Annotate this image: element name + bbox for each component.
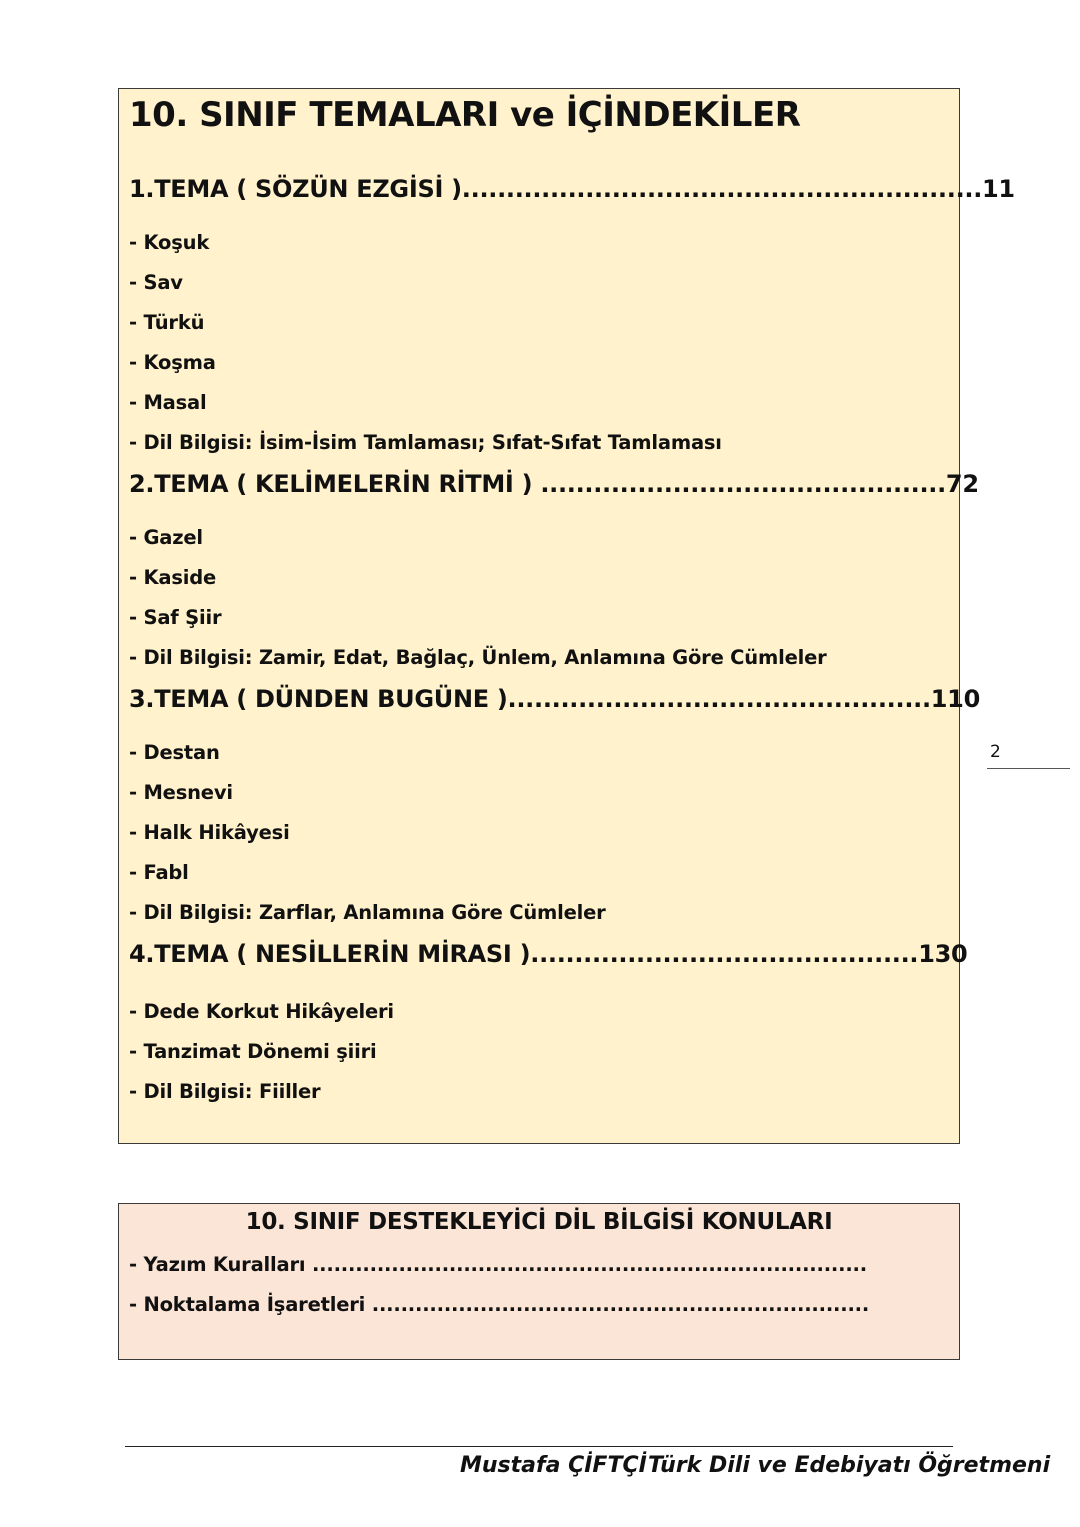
theme-3-heading: 3.TEMA ( DÜNDEN BUGÜNE )................................................110 <box>129 685 980 713</box>
support-title: 10. SINIF DESTEKLEYİCİ DİL BİLGİSİ KONULARI <box>245 1209 833 1235</box>
footer-rule <box>125 1446 953 1447</box>
list-item: - Gazel <box>129 526 203 549</box>
page-number-rule <box>987 768 1070 769</box>
theme-4-heading: 4.TEMA ( NESİLLERİN MİRASI )............................................130 <box>129 940 968 968</box>
list-item: - Dil Bilgisi: Zamir, Edat, Bağlaç, Ünlem, Anlamına Göre Cümleler <box>129 646 827 669</box>
support-item: - Noktalama İşaretleri ..................................................................... <box>129 1293 870 1316</box>
list-item: - Türkü <box>129 311 205 334</box>
support-item: - Yazım Kuralları ............................................................................. <box>129 1253 867 1276</box>
list-item: - Masal <box>129 391 207 414</box>
page-title: 10. SINIF TEMALARI ve İÇİNDEKİLER <box>129 95 801 135</box>
list-item: - Koşuk <box>129 231 210 254</box>
list-item: - Mesnevi <box>129 781 233 804</box>
page-number: 2 <box>990 742 1001 762</box>
contents-box <box>118 88 960 1144</box>
list-item: - Tanzimat Dönemi şiiri <box>129 1040 377 1063</box>
list-item: - Koşma <box>129 351 216 374</box>
list-item: - Dil Bilgisi: İsim-İsim Tamlaması; Sıfat-Sıfat Tamlaması <box>129 431 722 454</box>
list-item: - Dede Korkut Hikâyeleri <box>129 1000 394 1023</box>
list-item: - Fabl <box>129 861 189 884</box>
list-item: - Kaside <box>129 566 217 589</box>
footer-author: Mustafa ÇİFTÇİ <box>460 1453 647 1478</box>
list-item: - Halk Hikâyesi <box>129 821 290 844</box>
list-item: - Dil Bilgisi: Zarflar, Anlamına Göre Cümleler <box>129 901 606 924</box>
theme-2-heading: 2.TEMA ( KELİMELERİN RİTMİ ) ..............................................72 <box>129 470 979 498</box>
theme-1-heading: 1.TEMA ( SÖZÜN EZGİSİ )...........................................................11 <box>129 175 1015 203</box>
list-item: - Sav <box>129 271 183 294</box>
footer-role: Türk Dili ve Edebiyatı Öğretmeni <box>648 1453 1051 1478</box>
list-item: - Saf Şiir <box>129 606 222 629</box>
list-item: - Destan <box>129 741 220 764</box>
list-item: - Dil Bilgisi: Fiiller <box>129 1080 321 1103</box>
